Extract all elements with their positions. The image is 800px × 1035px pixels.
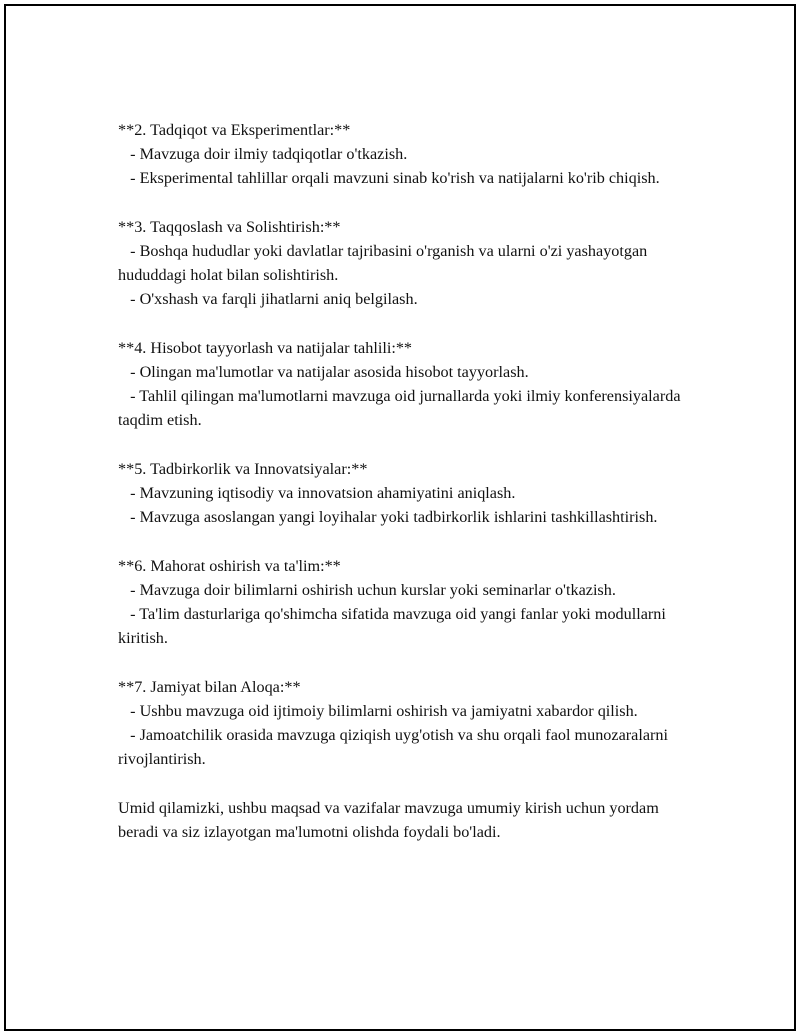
list-item: - Tahlil qilingan ma'lumotlarni mavzuga oid jurnallarda yoki ilmiy konferensiyalarda taqdim etish. <box>118 387 685 430</box>
list-item: - Jamoatchilik orasida mavzuga qiziqish uyg'otish va shu orqali faol munozaralarni rivojlantirish. <box>118 726 673 769</box>
section-heading: **6. Mahorat oshirish va ta'lim:** <box>118 556 341 575</box>
section-research <box>118 118 698 191</box>
list-item: - Olingan ma'lumotlar va natijalar asosida hisobot tayyorlash. <box>118 363 529 381</box>
list-item: - Mavzuga doir bilimlarni oshirish uchun kurslar yoki seminarlar o'tkazish. <box>118 580 616 599</box>
conclusion-paragraph: Umid qilamizki, ushbu maqsad va vazifalar mavzuga umumiy kirish uchun yordam beradi va siz izlayotgan ma'lumotni olishda foydali bo'ladi. <box>118 798 659 841</box>
section-heading: **3. Taqqoslash va Solishtirish:** <box>118 217 341 236</box>
list-item: - Mavzuning iqtisodiy va innovatsion ahamiyatini aniqlash. <box>118 484 516 502</box>
section-heading: **7. Jamiyat bilan Aloqa:** <box>118 677 301 696</box>
list-item: - Ta'lim dasturlariga qo'shimcha sifatida mavzuga oid yangi fanlar yoki modullarni kiritish. <box>118 605 670 648</box>
section-heading: **4. Hisobot tayyorlash va natijalar tahlili:** <box>118 338 413 357</box>
section-report <box>118 336 698 433</box>
section-education <box>118 554 698 651</box>
section-comparison <box>118 215 698 312</box>
list-item: - Ushbu mavzuga oid ijtimoiy bilimlarni oshirish va jamiyatni xabardor qilish. <box>118 701 638 720</box>
list-item: - Mavzuga asoslangan yangi loyihalar yoki tadbirkorlik ishlarini tashkillashtirish. <box>118 508 658 527</box>
list-item: - O'xshash va farqli jihatlarni aniq belgilash. <box>118 290 418 309</box>
section-society <box>118 675 698 772</box>
list-item: - Mavzuga doir ilmiy tadqiqotlar o'tkazish. <box>118 145 408 164</box>
document-body <box>118 118 698 844</box>
list-item: - Eksperimental tahlillar orqali mavzuni sinab ko'rish va natijalarni ko'rib chiqish. <box>118 169 660 188</box>
list-item: - Boshqa hududlar yoki davlatlar tajribasini o'rganish va ularni o'zi yashayotgan hududdagi holat bilan solishtirish. <box>118 242 652 285</box>
section-heading: **2. Tadqiqot va Eksperimentlar:** <box>118 121 351 139</box>
section-entrepreneurship <box>118 457 698 530</box>
section-heading: **5. Tadbirkorlik va Innovatsiyalar:** <box>118 459 368 478</box>
